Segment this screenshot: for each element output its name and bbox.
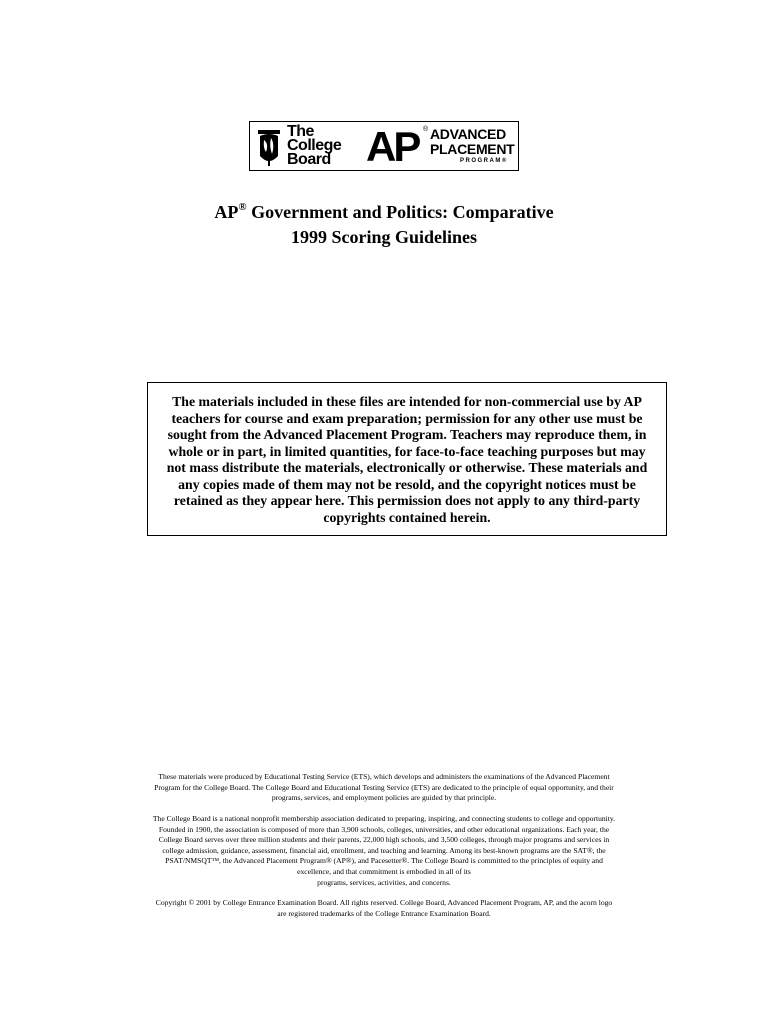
logo-word-college: College — [287, 137, 342, 154]
acorn-logo-icon — [254, 126, 284, 168]
title-subject: Government and Politics: Comparative — [246, 202, 554, 222]
footer-copyright-paragraph — [100, 898, 668, 919]
title-line-1 — [0, 200, 768, 225]
logo-word-advanced: ADVANCED — [430, 126, 506, 142]
ap-letters: AP — [366, 123, 419, 170]
title-prefix: AP — [214, 202, 239, 222]
logo-word-the: The — [287, 123, 314, 140]
ap-program-wordmark — [430, 127, 514, 165]
page-title — [0, 200, 768, 250]
college-board-wordmark — [287, 125, 341, 167]
footer-line: Founded in 1900, the association is composed of more than 3,900 schools, colleges, universities, and other educational organizations. Each year, the — [158, 824, 610, 834]
title-registered-mark: ® — [238, 201, 247, 213]
logo-word-board: Board — [287, 151, 331, 168]
ap-registered-mark: ® — [423, 126, 429, 133]
logo-word-placement: PLACEMENT — [430, 141, 515, 157]
college-board-ap-logo — [249, 121, 519, 171]
footer-line: programs, services, activities, and concerns. — [317, 877, 451, 887]
footer-line: are registered trademarks of the College Entrance Examination Board. — [277, 908, 491, 918]
title-line-2: 1999 Scoring Guidelines — [290, 227, 478, 247]
footer-college-board-paragraph — [100, 814, 668, 888]
footer-line: PSAT/NMSQT™, the Advanced Placement Program® (AP®), and Pacesetter®. The College Board is committed to the principles of equity and — [165, 856, 603, 866]
usage-notice-box — [147, 382, 667, 536]
footer-line: Copyright © 2001 by College Entrance Examination Board. All rights reserved. College Board, Advanced Placement Program, AP, and the acorn logo — [155, 898, 613, 907]
footer-line: The College Board is a national nonprofit membership association dedicated to preparing, inspiring, and connecting students to college and opportunity. — [152, 814, 616, 823]
footer-line: Program for the College Board. The College Board and Educational Testing Service (ETS) are dedicated to the principle of equal opportunity, and their — [154, 782, 614, 792]
usage-notice-text: The materials included in these files are intended for non-commercial use by AP teachers for course and exam preparation; permission for any other use must be sought from the Advanced Placement Program. Teachers may reproduce them, in whole or in part, in limited quantities, for face-to-face teaching purposes but may not mass distribute the materials, electronically or otherwise. These materials and any copies made of them may not be resold, and the copyright notices must be retained as they appear here. This permission does not apply to any third-party copyrights contained herein. — [166, 394, 648, 525]
footer-line: college admission, guidance, assessment, financial aid, enrollment, and teaching and learning. Among its best-known programs are the SAT®, the — [162, 845, 606, 855]
footer-line: College Board serves over three million students and their parents, 22,000 high schools, and 3,500 colleges, through major programs and services in — [158, 835, 610, 845]
logo-word-program: PROGRAM® — [460, 158, 508, 164]
footer-line: programs, services, and employment policies are guided by that principle. — [271, 793, 497, 803]
footer-line: excellence, and that commitment is embodied in all of its — [297, 866, 471, 876]
footer-line: These materials were produced by Educational Testing Service (ETS), which develops and administers the examinations of the Advanced Placement — [158, 772, 610, 781]
footer-ets-paragraph — [100, 772, 668, 804]
